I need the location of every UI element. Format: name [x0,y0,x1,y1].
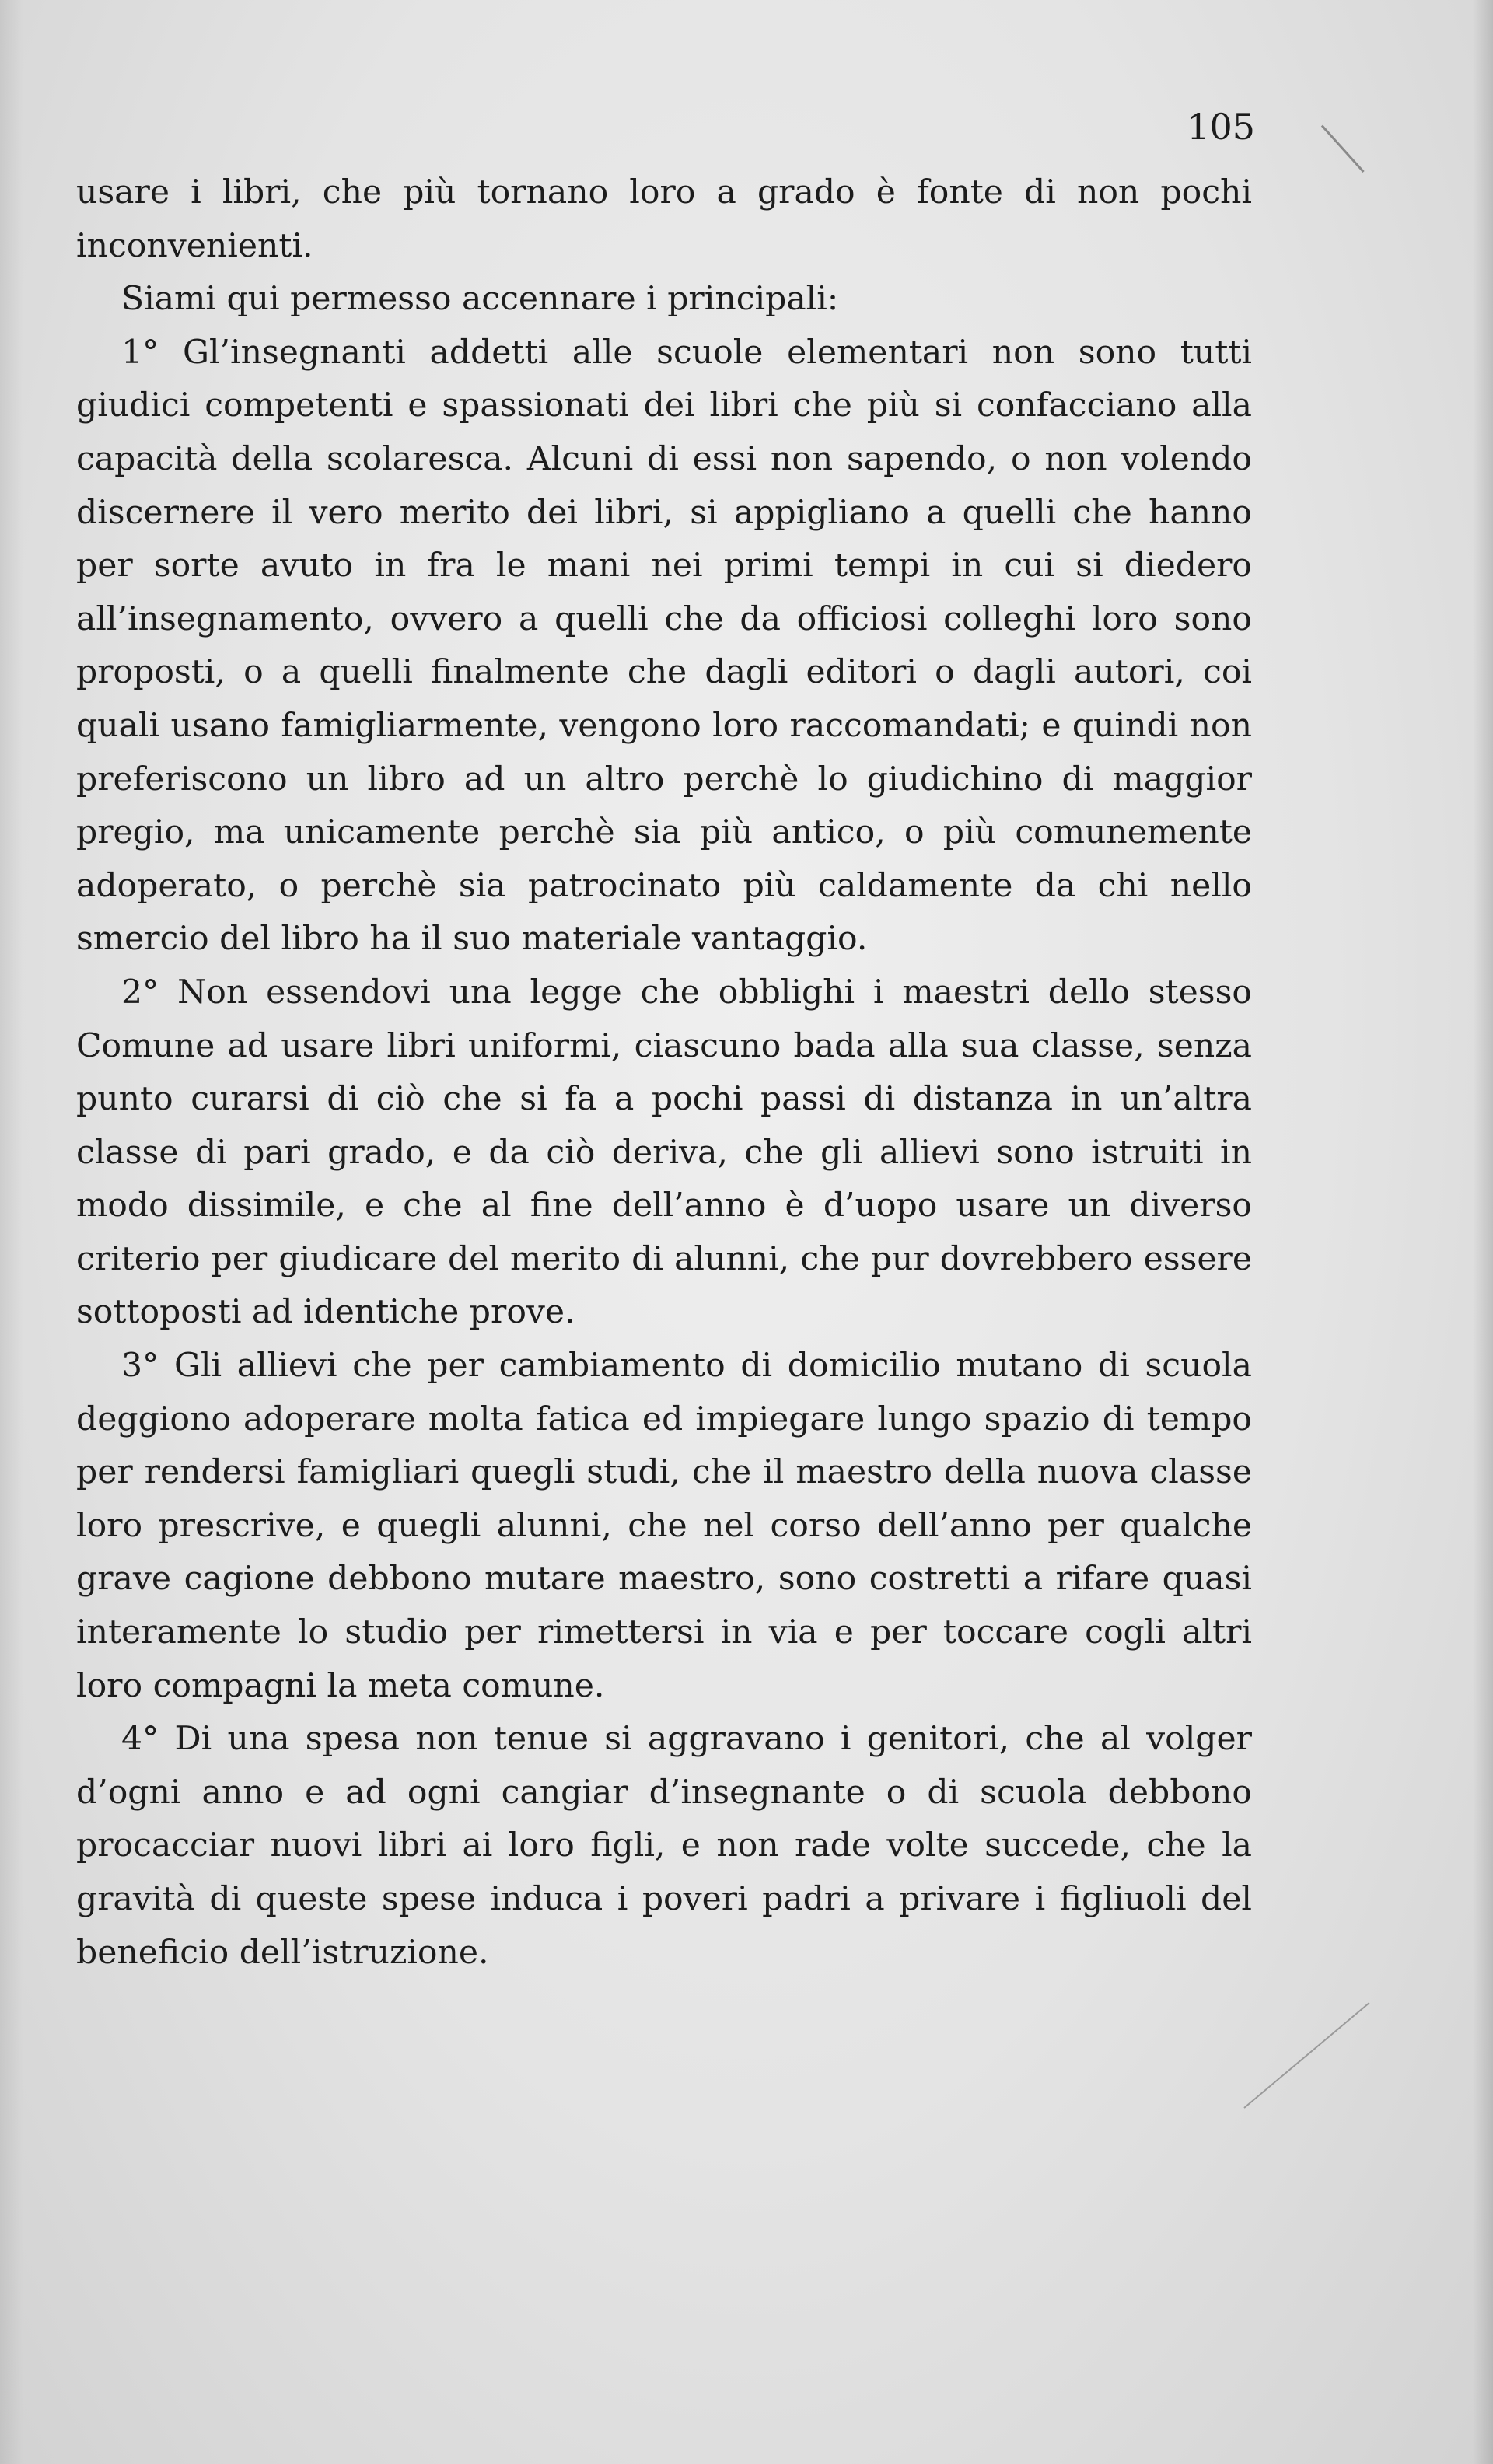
paragraph-lead: Siami qui permesso accennare i principali: [121,280,839,319]
paragraph-point-1: 1° Gl’insegnanti addetti alle scuole elementari non sono tutti giudici competenti e spassionati dei libri che più si confacciano alla capacità della scolaresca. Alcuni di essi non sapendo, o non volendo discernere il vero merito dei libri, si appigliano a quelli che hanno per sorte avuto in fra le mani nei primi tempi in cui si diedero all’insegnamento, ovvero a quelli che da officiosi colleghi loro sono proposti, o a quelli finalmente che dagli editori o dagli autori, coi quali usano famigliarmente, vengono loro raccomandati; e quindi non preferiscono un libro ad un altro perchè lo giudichino di maggior pregio, ma unicamente perchè sia più antico, o più comunemente adoperato, o perchè sia patrocinato più caldamente da chi nello smercio del libro ha il suo materiale vantaggio. [76,333,1252,959]
paragraph-point-4: 4° Di una spesa non tenue si aggravano i genitori, che al volger d’ogni anno e ad ogni cangiar d’insegnante o di scuola debbono procacciar nuovi libri ai loro figli, e non rade volte succede, che la gravità di queste spese induca i poveri padri a privare i figliuoli del beneficio dell’istruzione. [76,1720,1252,1972]
pencil-mark-top [1321,124,1365,172]
page-number: 105 [1187,106,1255,148]
page-shadow-right [1473,0,1493,2464]
paragraph-point-3: 3° Gli allievi che per cambiamento di domicilio mutano di scuola deggiono adoperare molta fatica ed impiegare lungo spazio di tempo per rendersi famigliari quegli studi, che il maestro della nuova classe loro prescrive, e quegli alunni, che nel corso dell’anno per qualche grave cagione debbono mutare maestro, sono costretti a rifare quasi interamente lo studio per rimettersi in via e per toccare cogli altri loro compagni la meta comune. [76,1347,1252,1705]
pencil-mark-bottom [1243,2002,1369,2109]
paragraph-point-2: 2° Non essendovi una legge che obblighi i maestri dello stesso Comune ad usare libri uniformi, ciascuno bada alla sua classe, senza punto curarsi di ciò che si fa a pochi passi di distanza in un’altra classe di pari grado, e da ciò deriva, che gli allievi sono istruiti in modo dissimile, e che al fine dell’anno è d’uopo usare un diverso criterio per giudicare del merito di alunni, che pur dovrebbero essere sottoposti ad identiche prove. [76,973,1252,1332]
paragraph-intro: usare i libri, che più tornano loro a grado è fonte di non pochi inconvenienti. [76,173,1252,265]
body-text [76,166,1252,1980]
page-shadow-left [0,0,23,2464]
